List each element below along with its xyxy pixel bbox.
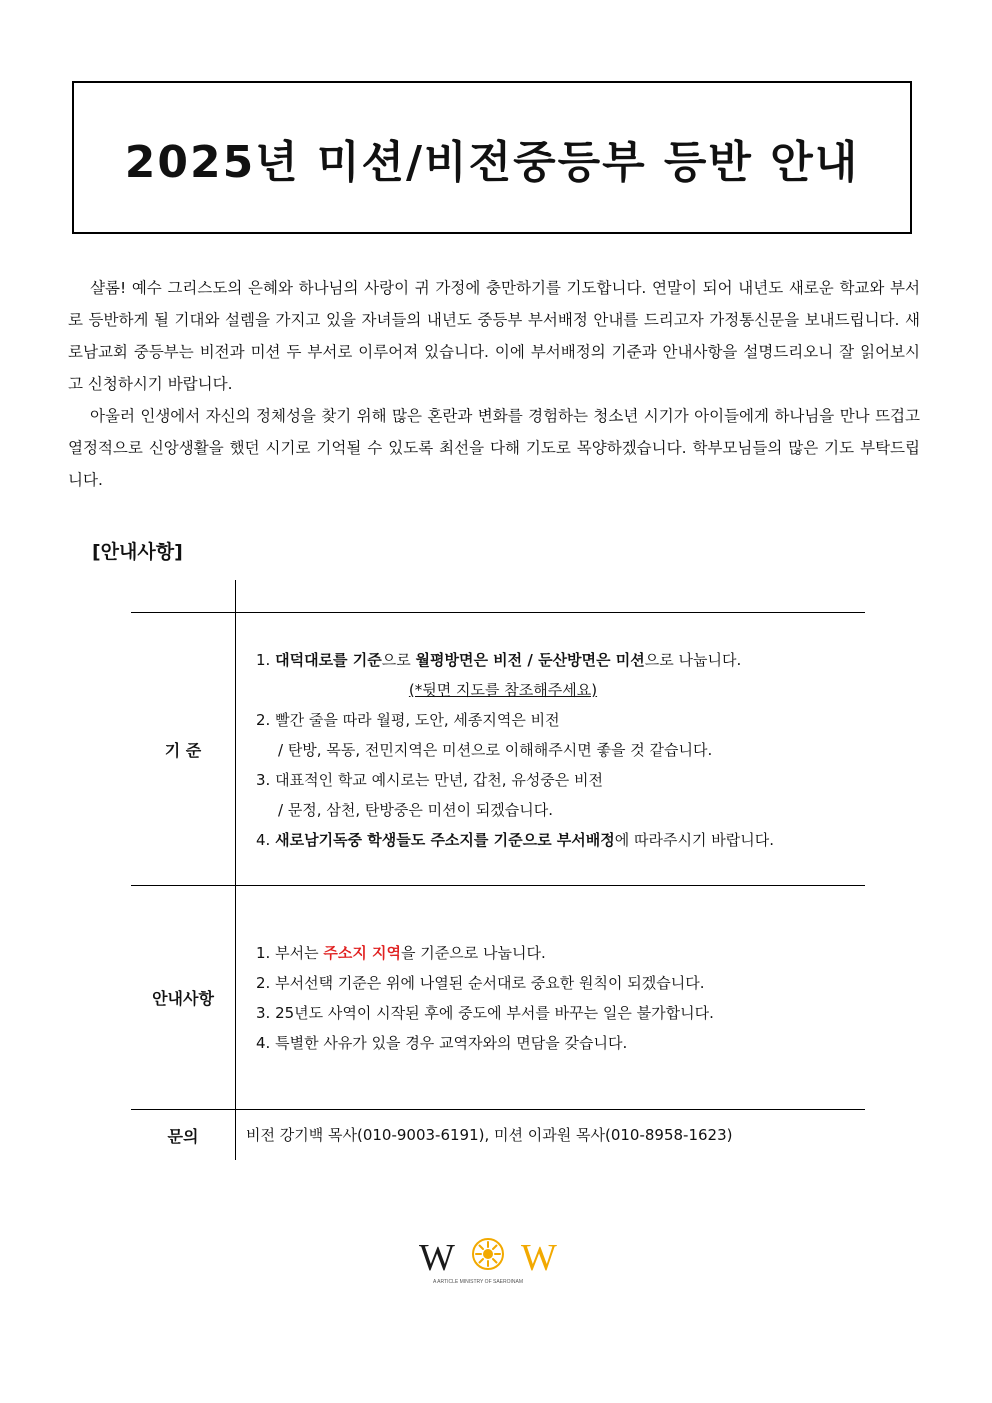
- notes-item-1: 1. 부서는 주소지 지역을 기준으로 나눕니다.: [256, 944, 546, 962]
- info-table: [131, 580, 865, 1160]
- notes-item-2: 2. 부서선택 기준은 위에 나열된 순서대로 중요한 원칙이 되겠습니다.: [256, 974, 705, 992]
- intro-paragraph-1: 샬롬! 예수 그리스도의 은혜와 하나님의 사랑이 귀 가정에 충만하기를 기도합니다. 연말이 되어 내년도 새로운 학교와 부서로 등반하게 될 기대와 설렘을 가지고 있을 자녀들의 내년도 중등부 부서배정 안내를 드리고자 가정통신문을 보내드립니다. 새로남교회 중등부는 비전과 미션 두 부서로 이루어져 있습니다. 이에 부서배정의 기준과 안내사항을 설명드리오니 잘 읽어보시고 신청하시기 바랍니다.: [68, 279, 920, 393]
- notes-list: [236, 886, 865, 1058]
- svg-text:W: W: [521, 1237, 557, 1279]
- criteria-content: [236, 613, 865, 885]
- svg-text:W: W: [419, 1237, 455, 1279]
- contact-text: 비전 강기백 목사(010-9003-6191), 미션 이과원 목사(010-8958-1623): [246, 1126, 733, 1144]
- criteria-list: [236, 613, 865, 855]
- criteria-label: 기 준: [131, 613, 236, 885]
- criteria-item-1: 1. 대덕대로를 기준으로 월평방면은 비전 / 둔산방면은 미션으로 나눕니다.: [256, 651, 742, 669]
- contact-label: 문의: [131, 1110, 236, 1160]
- map-reference-note: (*뒷면 지도를 참조해주세요): [408, 681, 598, 699]
- contact-row: [131, 1110, 865, 1160]
- intro-text: [68, 272, 920, 496]
- title-box: [72, 81, 912, 234]
- intro-paragraph-2: 아울러 인생에서 자신의 정체성을 찾기 위해 많은 혼란과 변화를 경험하는 청소년 시기가 아이들에게 하나님을 만나 뜨겁고 열정적으로 신앙생활을 했던 시기로 기억될 수 있도록 최선을 다해 기도로 목양하겠습니다. 학부모님들의 많은 기도 부탁드립니다.: [68, 407, 920, 489]
- header-content-cell: [236, 580, 865, 612]
- wow-logo: [419, 1234, 557, 1286]
- notes-item-4: 4. 특별한 사유가 있을 경우 교역자와의 면담을 갖습니다.: [256, 1034, 628, 1052]
- criteria-item-4: 4. 새로남기독중 학생들도 주소지를 기준으로 부서배정에 따라주시기 바랍니다.: [256, 831, 774, 849]
- notes-label: 안내사항: [131, 886, 236, 1109]
- table-header-row: [131, 580, 865, 613]
- svg-text:A ARTICLE MINISTRY OF SAEROINA: A ARTICLE MINISTRY OF SAEROINAM: [433, 1279, 524, 1285]
- criteria-row: [131, 613, 865, 886]
- section-heading: [안내사항]: [92, 541, 183, 563]
- notes-item-3: 3. 25년도 사역이 시작된 후에 중도에 부서를 바꾸는 일은 불가합니다.: [256, 1004, 714, 1022]
- notes-row: [131, 886, 865, 1110]
- criteria-item-3-continued: / 문정, 삼천, 탄방중은 미션이 되겠습니다.: [278, 801, 554, 819]
- contact-content: [236, 1110, 865, 1160]
- page-title: 2025년 미션/비전중등부 등반 안내: [124, 136, 860, 188]
- notes-content: [236, 886, 865, 1109]
- sun-emblem-icon: [473, 1239, 503, 1269]
- criteria-item-3: 3. 대표적인 학교 예시로는 만년, 갑천, 유성중은 비전: [256, 771, 604, 789]
- criteria-item-2: 2. 빨간 줄을 따라 월평, 도안, 세종지역은 비전: [256, 711, 560, 729]
- header-label-cell: [131, 580, 236, 612]
- criteria-item-2-continued: / 탄방, 목동, 전민지역은 미션으로 이해해주시면 좋을 것 같습니다.: [278, 741, 713, 759]
